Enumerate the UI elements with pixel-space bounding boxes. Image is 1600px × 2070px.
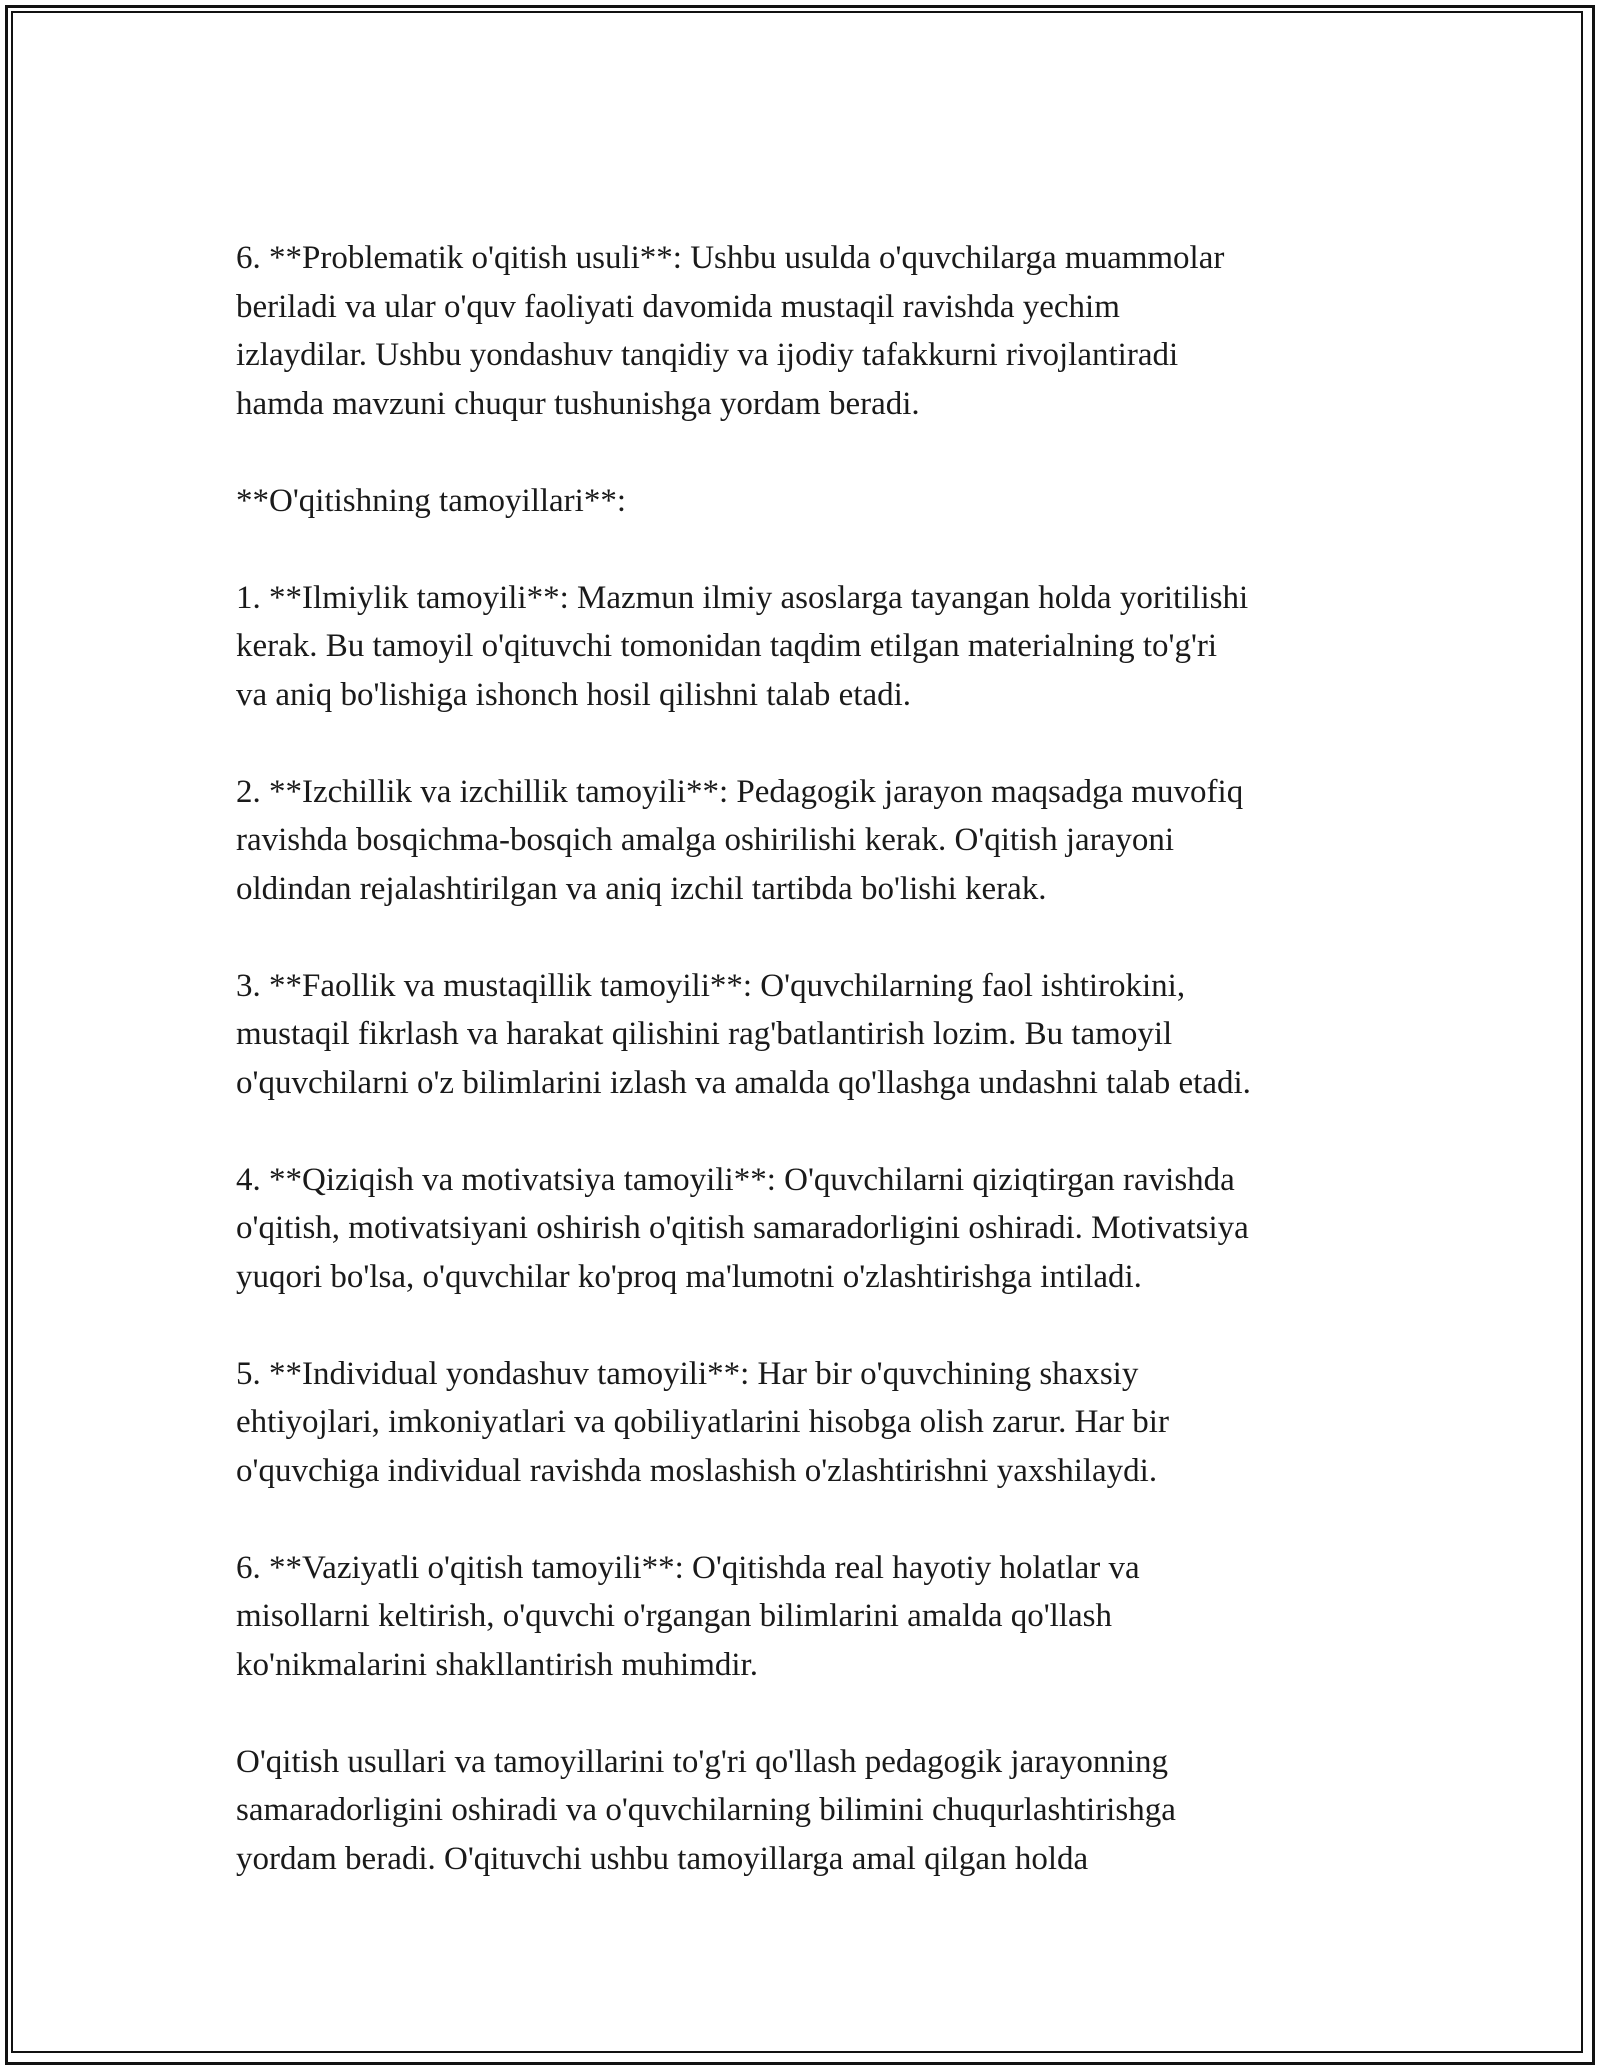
paragraph-ilmiylik-tamoyili: 1. **Ilmiylik tamoyili**: Mazmun ilmiy asoslarga tayangan holda yoritilishi kerak. Bu tamoyil o'qituvchi tomonidan taqdim etilgan materialning to'g'ri va aniq bo'lishiga ishonch hosil qilishni talab etadi. xyxy=(236,579,1249,713)
paragraph-faollik-tamoyili: 3. **Faollik va mustaqillik tamoyili**: O'quvchilarning faol ishtirokini, mustaqil fikrlash va harakat qilishini rag'batlantirish lozim. Bu tamoyil o'quvchilarni o'z bilimlarini izlash va amalda qo'llashga undashni talab etadi. xyxy=(236,967,1251,1101)
paragraph-individual-tamoyili: 5. **Individual yondashuv tamoyili**: Har bir o'quvchining shaxsiy ehtiyojlari, imkoniyatlari va qobiliyatlarini hisobga olish zarur. Har bir o'quvchiga individual ravishda moslashish o'zlashtirishni yaxshilaydi. xyxy=(236,1355,1169,1489)
section-heading-tamoyillar: **O'qitishning tamoyillari**: xyxy=(236,482,627,519)
paragraph-vaziyatli-tamoyili: 6. **Vaziyatli o'qitish tamoyili**: O'qitishda real hayotiy holatlar va misollarni keltirish, o'quvchi o'rgangan bilimlarini amalda qo'llash ko'nikmalarini shakllantirish muhimdir. xyxy=(236,1549,1140,1683)
document-body xyxy=(236,234,1396,1932)
paragraph-conclusion: O'qitish usullari va tamoyillarini to'g'ri qo'llash pedagogik jarayonning samaradorligini oshiradi va o'quvchilarning bilimini chuqurlashtirishga yordam beradi. O'qituvchi ushbu tamoyillarga amal qilgan holda xyxy=(236,1743,1176,1877)
paragraph-problematik-usuli: 6. **Problematik o'qitish usuli**: Ushbu usulda o'quvchilarga muammolar beriladi va ular o'quv faoliyati davomida mustaqil ravishda yechim izlaydilar. Ushbu yondashuv tanqidiy va ijodiy tafakkurni rivojlantiradi hamda mavzuni chuqur tushunishga yordam beradi. xyxy=(236,240,1225,422)
paragraph-qiziqish-tamoyili: 4. **Qiziqish va motivatsiya tamoyili**: O'quvchilarni qiziqtirgan ravishda o'qitish, motivatsiyani oshirish o'qitish samaradorligini oshiradi. Motivatsiya yuqori bo'lsa, o'quvchilar ko'proq ma'lumotni o'zlashtirishga intiladi. xyxy=(236,1161,1249,1295)
paragraph-izchillik-tamoyili: 2. **Izchillik va izchillik tamoyili**: Pedagogik jarayon maqsadga muvofiq ravishda bosqichma-bosqich amalga oshirilishi kerak. O'qitish jarayoni oldindan rejalashtirilgan va aniq izchil tartibda bo'lishi kerak. xyxy=(236,773,1244,907)
